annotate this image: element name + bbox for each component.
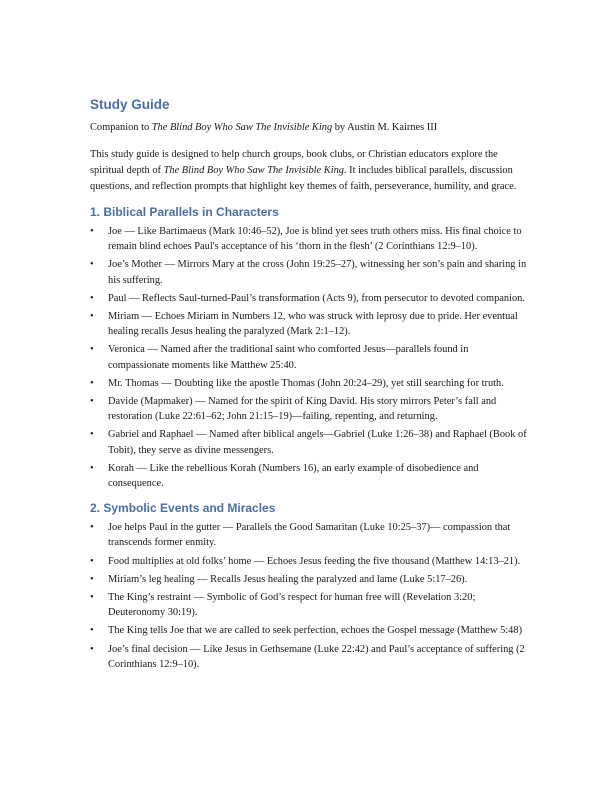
list-item: • Miriam’s leg healing — Recalls Jesus healing the paralyzed and lame (Luke 5:17–26). (90, 572, 532, 587)
list-item: • Joe’s final decision — Like Jesus in Gethsemane (Luke 22:42) and Paul’s acceptance of suffering (2 Corinthians 12:9–10). (90, 642, 532, 672)
list-item: • Miriam — Echoes Miriam in Numbers 12, who was struck with leprosy due to pride. Her eventual healing recalls Jesus healing the paralyzed (Mark 2:1–12). (90, 309, 532, 339)
list-item: • Paul — Reflects Saul-turned-Paul’s transformation (Acts 9), from persecutor to devoted companion. (90, 291, 532, 306)
list-item: • The King tells Joe that we are called to seek perfection, echoes the Gospel message (Matthew 5:48) (90, 623, 532, 638)
page-title: Study Guide (90, 97, 170, 112)
character-parallels-list (90, 224, 532, 491)
intro-book-title: The Blind Boy Who Saw The Invisible King (163, 165, 344, 176)
list-item: • Food multiplies at old folks’ home — Echoes Jesus feeding the five thousand (Matthew 14:13–21). (90, 554, 532, 569)
list-item: • Gabriel and Raphael — Named after biblical angels—Gabriel (Luke 1:26–38) and Raphael (Book of Tobit), they serve as divine messengers. (90, 427, 532, 457)
list-item: • Joe’s Mother — Mirrors Mary at the cross (John 19:25–27), witnessing her son’s pain and sharing in his suffering. (90, 257, 532, 287)
subtitle-book-title: The Blind Boy Who Saw The Invisible King (151, 122, 333, 133)
list-item: • Davide (Mapmaker) — Named for the spirit of King David. His story mirrors Peter’s fall and restoration (Luke 22:61–62; John 21:15–19)—failing, repenting, and returning. (90, 394, 532, 424)
intro-paragraph (90, 147, 532, 195)
section-heading-symbolic-events: 2. Symbolic Events and Miracles (90, 501, 276, 516)
subtitle-author: by Austin M. Kairnes III (332, 122, 438, 133)
list-item: • Joe — Like Bartimaeus (Mark 10:46–52), Joe is blind yet sees truth others miss. His final choice to remain blind echoes Paul's acceptance of his ‘thorn in the flesh’ (2 Corinthians 12:9–10). (90, 224, 532, 254)
symbolic-events-list (90, 520, 532, 672)
list-item: • Joe helps Paul in the gutter — Parallels the Good Samaritan (Luke 10:25–37)— compassion that transcends former enmity. (90, 520, 532, 550)
list-item: • Mr. Thomas — Doubting like the apostle Thomas (John 20:24–29), yet still searching for truth. (90, 376, 532, 391)
section-heading-biblical-parallels: 1. Biblical Parallels in Characters (90, 205, 279, 219)
intro-text-2: . It includes biblical parallels, discussion questions, and reflection prompts that highlight key themes of faith, perseverance, humility, and grace. (90, 165, 517, 192)
list-item: • Korah — Like the rebellious Korah (Numbers 16), an early example of disobedience and consequence. (90, 461, 532, 491)
subtitle (90, 120, 532, 136)
intro-text-1: This study guide is designed to help church groups, book clubs, or Christian educators explore the spiritual depth of (90, 149, 498, 176)
subtitle-prefix: Companion to (90, 122, 152, 133)
list-item: • The King’s restraint — Symbolic of God’s respect for human free will (Revelation 3:20; Deuteronomy 30:19). (90, 590, 532, 620)
list-item: • Veronica — Named after the traditional saint who comforted Jesus—parallels found in compassionate moments like Matthew 25:40. (90, 342, 532, 372)
